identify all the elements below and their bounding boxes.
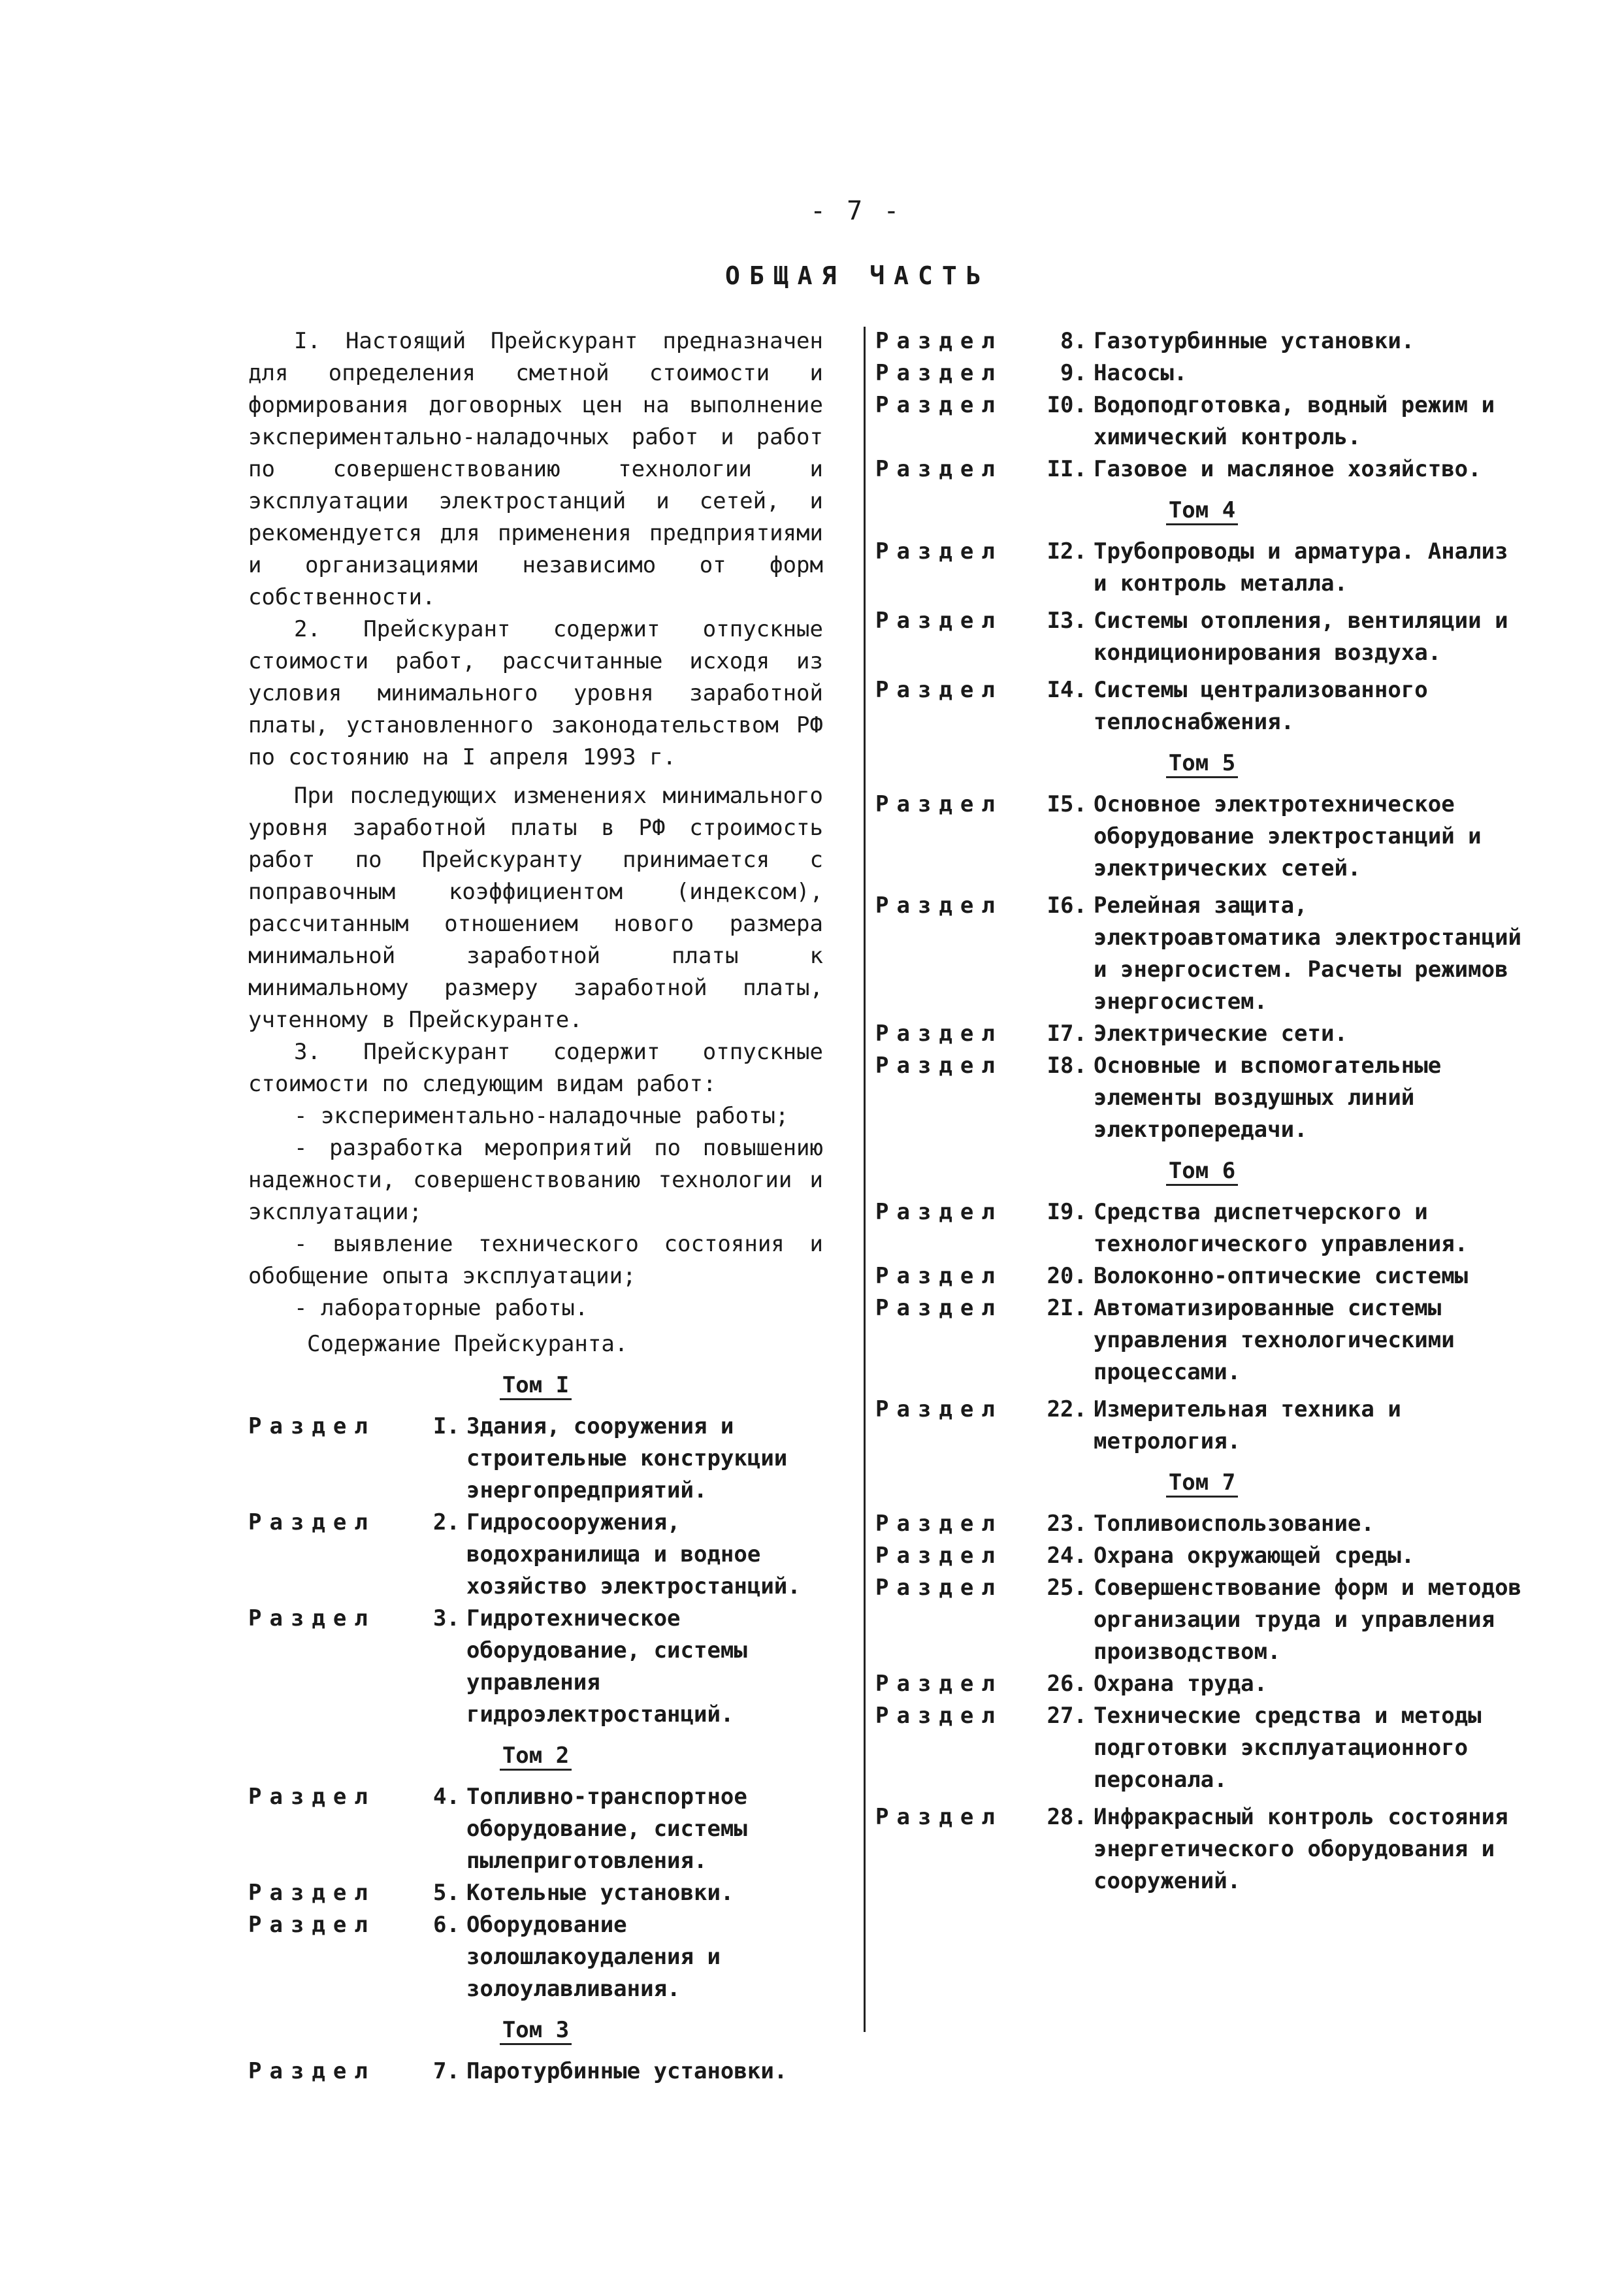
section-title: Релейная защита, электроавтоматика электростанций и энергосистем. Расчеты режимов энергосистем. bbox=[1094, 893, 1522, 1015]
section-keyword: Раздел bbox=[875, 1199, 1003, 1225]
section-title: Топливно-транспортное оборудование, системы пылеприготовления. bbox=[466, 1784, 747, 1874]
section-number: 3. bbox=[433, 1605, 460, 1631]
section-title: Трубопроводы и арматура. Анализ и контроль металла. bbox=[1094, 538, 1508, 597]
section-entry bbox=[875, 1668, 1529, 1700]
volume-heading: Том 6 bbox=[875, 1155, 1529, 1187]
section-title: Электрические сети. bbox=[1094, 1021, 1348, 1047]
section-title: Системы отопления, вентиляции и кондиционирования воздуха. bbox=[1094, 608, 1508, 666]
section-number: 2. bbox=[433, 1509, 460, 1535]
section-number: 7. bbox=[433, 2058, 460, 2084]
section-keyword: Раздел bbox=[875, 328, 1003, 354]
section-keyword: Раздел bbox=[248, 1509, 376, 1535]
section-number: 9. bbox=[1060, 360, 1087, 386]
section-keyword: Раздел bbox=[875, 1021, 1003, 1047]
section-entry bbox=[875, 674, 1529, 738]
section-entry bbox=[875, 605, 1529, 669]
section-number: I0. bbox=[1047, 392, 1087, 418]
section-keyword: Раздел bbox=[875, 456, 1003, 482]
section-keyword: Раздел bbox=[875, 1511, 1003, 1537]
section-entry bbox=[875, 1508, 1529, 1540]
work-type-item: - лабораторные работы. bbox=[294, 1295, 589, 1321]
section-number: I4. bbox=[1047, 677, 1087, 703]
section-entry bbox=[875, 536, 1529, 600]
section-title: Здания, сооружения и строительные конструкции энергопредприятий. bbox=[466, 1413, 788, 1503]
section-entry bbox=[248, 1909, 823, 2005]
section-keyword: Раздел bbox=[248, 1912, 376, 1938]
section-title: Паротурбинные установки. bbox=[466, 2058, 788, 2084]
section-keyword: Раздел bbox=[248, 1880, 376, 1906]
section-title: Основное электротехническое оборудование электростанций и электрических сетей. bbox=[1094, 791, 1482, 881]
section-entry bbox=[875, 453, 1529, 485]
section-entry bbox=[875, 1196, 1529, 1260]
section-number: I9. bbox=[1047, 1199, 1087, 1225]
section-number: I5. bbox=[1047, 791, 1087, 817]
section-number: 28. bbox=[1047, 1804, 1087, 1830]
section-keyword: Раздел bbox=[875, 677, 1003, 703]
paragraph-4: 3. Прейскурант содержит отпускные стоимости по следующим видам работ: bbox=[248, 1039, 823, 1097]
section-title: Газотурбинные установки. bbox=[1094, 328, 1415, 354]
section-entry bbox=[248, 1603, 823, 1731]
page-number: - 7 - bbox=[810, 196, 902, 226]
section-keyword: Раздел bbox=[875, 1053, 1003, 1079]
section-entry bbox=[875, 1700, 1529, 1796]
section-number: 27. bbox=[1047, 1703, 1087, 1729]
section-keyword: Раздел bbox=[248, 1413, 376, 1439]
section-keyword: Раздел bbox=[875, 1703, 1003, 1729]
section-title: Инфракрасный контроль состояния энергетического оборудования и сооружений. bbox=[1094, 1804, 1508, 1894]
section-number: 23. bbox=[1047, 1511, 1087, 1537]
section-number: 25. bbox=[1047, 1575, 1087, 1601]
section-entry bbox=[248, 1411, 823, 1507]
section-title: Гидротехническое оборудование, системы управления гидроэлектростанций. bbox=[466, 1605, 747, 1728]
section-entry bbox=[875, 1540, 1529, 1572]
section-keyword: Раздел bbox=[875, 1263, 1003, 1289]
section-keyword: Раздел bbox=[875, 1396, 1003, 1422]
section-number: I. bbox=[433, 1413, 460, 1439]
section-number: I6. bbox=[1047, 893, 1087, 919]
section-keyword: Раздел bbox=[875, 893, 1003, 919]
section-title: Средства диспетчерского и технологического управления. bbox=[1094, 1199, 1469, 1257]
section-number: 24. bbox=[1047, 1543, 1087, 1569]
section-number: I2. bbox=[1047, 538, 1087, 565]
section-number: 22. bbox=[1047, 1396, 1087, 1422]
section-entry bbox=[875, 1394, 1529, 1458]
section-number: 8. bbox=[1060, 328, 1087, 354]
section-number: 6. bbox=[433, 1912, 460, 1938]
paragraph-3: При последующих изменениях минимального уровня заработной платы в РФ строимость работ по Прейскуранту принимается с поправочным коэффициентом (индексом), рассчитанным отношением нового размера минимальной заработной платы к минимальному размеру заработной платы, учтенному в Прейскуранте. bbox=[248, 783, 823, 1033]
section-title: Охрана окружающей среды. bbox=[1094, 1543, 1415, 1569]
work-type-item: - разработка мероприятий по повышению надежности, совершенствованию технологии и эксплуатации; bbox=[248, 1135, 823, 1225]
section-title: Насосы. bbox=[1094, 360, 1188, 386]
section-title: Газовое и масляное хозяйство. bbox=[1094, 456, 1482, 482]
section-keyword: Раздел bbox=[875, 1671, 1003, 1697]
section-keyword: Раздел bbox=[875, 791, 1003, 817]
section-keyword: Раздел bbox=[875, 1543, 1003, 1569]
section-title: Котельные установки. bbox=[466, 1880, 734, 1906]
section-number: 26. bbox=[1047, 1671, 1087, 1697]
column-divider bbox=[864, 327, 866, 2032]
section-entry bbox=[875, 1018, 1529, 1050]
section-number: I8. bbox=[1047, 1053, 1087, 1079]
section-title: Технические средства и методы подготовки эксплуатационного персонала. bbox=[1094, 1703, 1482, 1793]
paragraph-1: I. Настоящий Прейскурант предназначен для определения сметной стоимости и формирования договорных цен на выполнение экспериментально-наладочных работ и работ по совершенствованию технологии и эксплуатации электростанций и сетей, и рекомендуется для применения предприятиями и организациями независимо от форм собственности. bbox=[248, 328, 823, 610]
section-number: 4. bbox=[433, 1784, 460, 1810]
section-number: I3. bbox=[1047, 608, 1087, 634]
section-entry bbox=[875, 389, 1529, 453]
section-number: II. bbox=[1047, 456, 1087, 482]
section-title: Системы централизованного теплоснабжения. bbox=[1094, 677, 1428, 735]
volume-heading: Том 2 bbox=[248, 1740, 823, 1772]
section-title: Волоконно-оптические системы bbox=[1094, 1263, 1469, 1289]
section-entry bbox=[248, 1781, 823, 1877]
section-entry bbox=[875, 357, 1529, 389]
section-keyword: Раздел bbox=[875, 1295, 1003, 1321]
section-entry bbox=[875, 1572, 1529, 1668]
section-keyword: Раздел bbox=[248, 1784, 376, 1810]
section-entry bbox=[248, 2056, 823, 2088]
section-entry bbox=[248, 1877, 823, 1909]
work-type-item: - экспериментально-наладочные работы; bbox=[294, 1103, 789, 1129]
section-entry bbox=[875, 890, 1529, 1018]
volume-heading: Том I bbox=[248, 1369, 823, 1401]
contents-heading: Содержание Прейскуранта. bbox=[307, 1331, 628, 1357]
section-entry bbox=[875, 325, 1529, 357]
volume-heading: Том 7 bbox=[875, 1467, 1529, 1499]
section-keyword: Раздел bbox=[875, 1575, 1003, 1601]
section-keyword: Раздел bbox=[875, 360, 1003, 386]
section-number: 5. bbox=[433, 1880, 460, 1906]
section-number: I7. bbox=[1047, 1021, 1087, 1047]
work-type-item: - выявление технического состояния и обобщение опыта эксплуатации; bbox=[248, 1231, 823, 1289]
section-title: Водоподготовка, водный режим и химический контроль. bbox=[1094, 392, 1495, 450]
section-keyword: Раздел bbox=[875, 538, 1003, 565]
section-title: Топливоиспользование. bbox=[1094, 1511, 1374, 1537]
section-entry bbox=[875, 1292, 1529, 1388]
section-number: 2I. bbox=[1047, 1295, 1087, 1321]
section-entry bbox=[248, 1507, 823, 1603]
volume-heading: Том 3 bbox=[248, 2014, 823, 2046]
volume-heading: Том 5 bbox=[875, 747, 1529, 779]
section-keyword: Раздел bbox=[248, 2058, 376, 2084]
section-entry bbox=[875, 1050, 1529, 1146]
section-entry bbox=[875, 1260, 1529, 1292]
section-title: Автоматизированные системы управления технологическими процессами. bbox=[1094, 1295, 1455, 1385]
section-entry bbox=[875, 789, 1529, 885]
section-title: Оборудование золошлакоудаления и золоулавливания. bbox=[466, 1912, 721, 2002]
right-column bbox=[875, 325, 1529, 1897]
left-column bbox=[248, 325, 823, 2088]
section-title: Основные и вспомогательные элементы воздушных линий электропередачи. bbox=[1094, 1053, 1442, 1143]
section-title: Совершенствование форм и методов организации труда и управления производством. bbox=[1094, 1575, 1522, 1665]
section-number: 20. bbox=[1047, 1263, 1087, 1289]
section-keyword: Раздел bbox=[875, 392, 1003, 418]
section-title: Гидросооружения, водохранилища и водное хозяйство электростанций. bbox=[466, 1509, 801, 1599]
section-title: Охрана труда. bbox=[1094, 1671, 1268, 1697]
volume-heading: Том 4 bbox=[875, 495, 1529, 527]
section-keyword: Раздел bbox=[875, 1804, 1003, 1830]
section-keyword: Раздел bbox=[875, 608, 1003, 634]
paragraph-2: 2. Прейскурант содержит отпускные стоимости работ, рассчитанные исходя из условия минимального уровня заработной платы, установленного законодательством РФ по состоянию на I апреля 1993 г. bbox=[248, 616, 823, 770]
section-entry bbox=[875, 1801, 1529, 1897]
section-title: Измерительная техника и метрология. bbox=[1094, 1396, 1401, 1454]
page-title: ОБЩАЯ ЧАСТЬ bbox=[725, 261, 990, 290]
section-keyword: Раздел bbox=[248, 1605, 376, 1631]
